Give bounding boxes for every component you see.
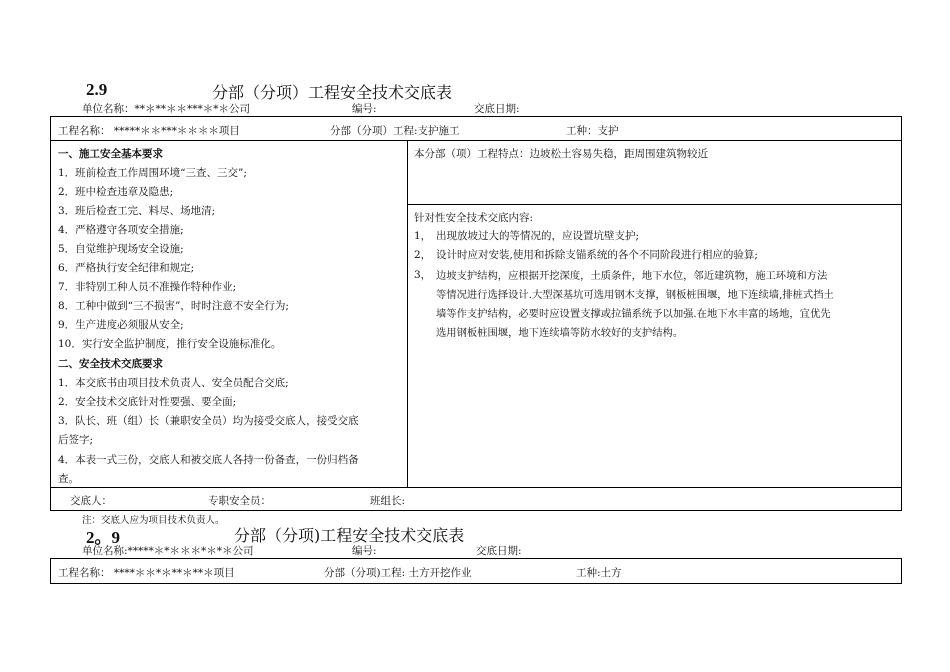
form-title: 分部（分项）工程安全技术交底表: [212, 83, 453, 102]
list-item: 9．生产进度必须服从安全;: [58, 319, 184, 331]
list-item: 2．班中检查违章及隐患;: [58, 186, 174, 198]
list-item: 6．严格执行安全纪律和规定;: [58, 262, 195, 274]
row-divider-bottom: [50, 487, 902, 488]
list-item: 后签字;: [58, 434, 94, 446]
list-item: 1．班前检查工作周围环境“三查、三交”;: [58, 167, 247, 179]
project-name: 工程名称： *****＊＊***＊＊＊＊项目: [58, 125, 240, 137]
list-item: 3．队长、班（组）长（兼职安全员）均为接受交底人，接受交底: [58, 415, 359, 427]
item-number: 1，: [414, 230, 432, 242]
trade: 工种:土方: [576, 567, 622, 579]
list-item: 10．实行安全监护制度，推行安全设施标准化。: [58, 338, 282, 350]
date-label: 交底日期:: [474, 103, 520, 115]
list-item: 等情况进行选择设计.大型深基坑可选用钢木支撑，钢板桩围堰，地下连续墙,排桩式挡土: [436, 289, 834, 301]
project-name: 工程名称： ****＊＊*＊**＊**＊项目: [58, 567, 235, 579]
project-features: 本分部（项）工程特点：边坡松土容易失稳，距周围建筑物较近: [414, 148, 708, 160]
list-item: 查。: [58, 473, 79, 485]
serial-number-label: 编号:: [352, 545, 377, 557]
sub-project: 分部（分项）工程:支护施工: [330, 125, 460, 137]
list-item: 选用钢板桩围堰，地下连续墙等防水较好的支护结构。: [436, 327, 684, 339]
row-divider-top: [50, 140, 902, 141]
unit-name: 单位名称:*****＊*＊＊＊*＊*＊公司: [82, 545, 254, 557]
list-item: 4．本表一式三份，交底人和被交底人各持一份备查，一份归档备: [58, 454, 359, 466]
list-item: 8．工种中做到“三不损害”，时时注意不安全行为;: [58, 300, 289, 312]
sub-project: 分部（分项)工程: 土方开挖作业: [324, 567, 472, 579]
unit-name: 单位名称：**＊**＊＊***＊*＊公司: [82, 103, 250, 115]
heading-basic-requirements: 一、施工安全基本要求: [58, 148, 163, 160]
trade: 工种：支护: [566, 125, 619, 137]
list-item: 2．安全技术交底针对性要强、要全面;: [58, 396, 237, 408]
list-item: 3．班后检查工完、料尽、场地清;: [58, 205, 216, 217]
list-item: 4．严格遵守各项安全措施;: [58, 224, 184, 236]
content-label: 针对性安全技术交底内容:: [414, 212, 534, 224]
section-number: 2.9: [86, 80, 108, 99]
list-item: 设计时应对安装,使用和拆除支锚系统的各个不同阶段进行相应的验算;: [436, 249, 758, 261]
serial-number-label: 编号:: [352, 103, 377, 115]
team-leader-label: 班组长:: [370, 495, 406, 507]
list-item: 5．自觉维护现场安全设施;: [58, 243, 184, 255]
item-number: 3，: [414, 269, 432, 281]
list-item: 边坡支护结构，应根据开挖深度，土质条件，地下水位，邻近建筑物，施工环境和方法: [436, 270, 828, 282]
list-item: 7．非特别工种人员不准操作特种作业;: [58, 281, 237, 293]
list-item: 出现放坡过大的等情况的，应设置坑壁支护;: [436, 230, 640, 242]
date-label: 交底日期:: [476, 545, 522, 557]
right-cell-divider: [407, 204, 902, 205]
note: 注：交底人应为项目技术负责人。: [82, 515, 225, 526]
list-item: 1．本交底书由项目技术负责人、安全员配合交底;: [58, 377, 289, 389]
presenter-label: 交底人：: [70, 495, 112, 507]
item-number: 2，: [414, 249, 432, 261]
section-number: 2。9: [86, 528, 120, 547]
heading-disclosure-requirements: 二、安全技术交底要求: [58, 358, 163, 370]
column-divider: [407, 140, 408, 487]
safety-officer-label: 专职安全员：: [208, 495, 271, 507]
form-title: 分部（分项)工程安全技术交底表: [234, 526, 465, 545]
list-item: 墙等作支护结构，必要时应设置支撑或拉锚系统予以加强.在地下水丰富的场地，宜优先: [436, 308, 831, 320]
